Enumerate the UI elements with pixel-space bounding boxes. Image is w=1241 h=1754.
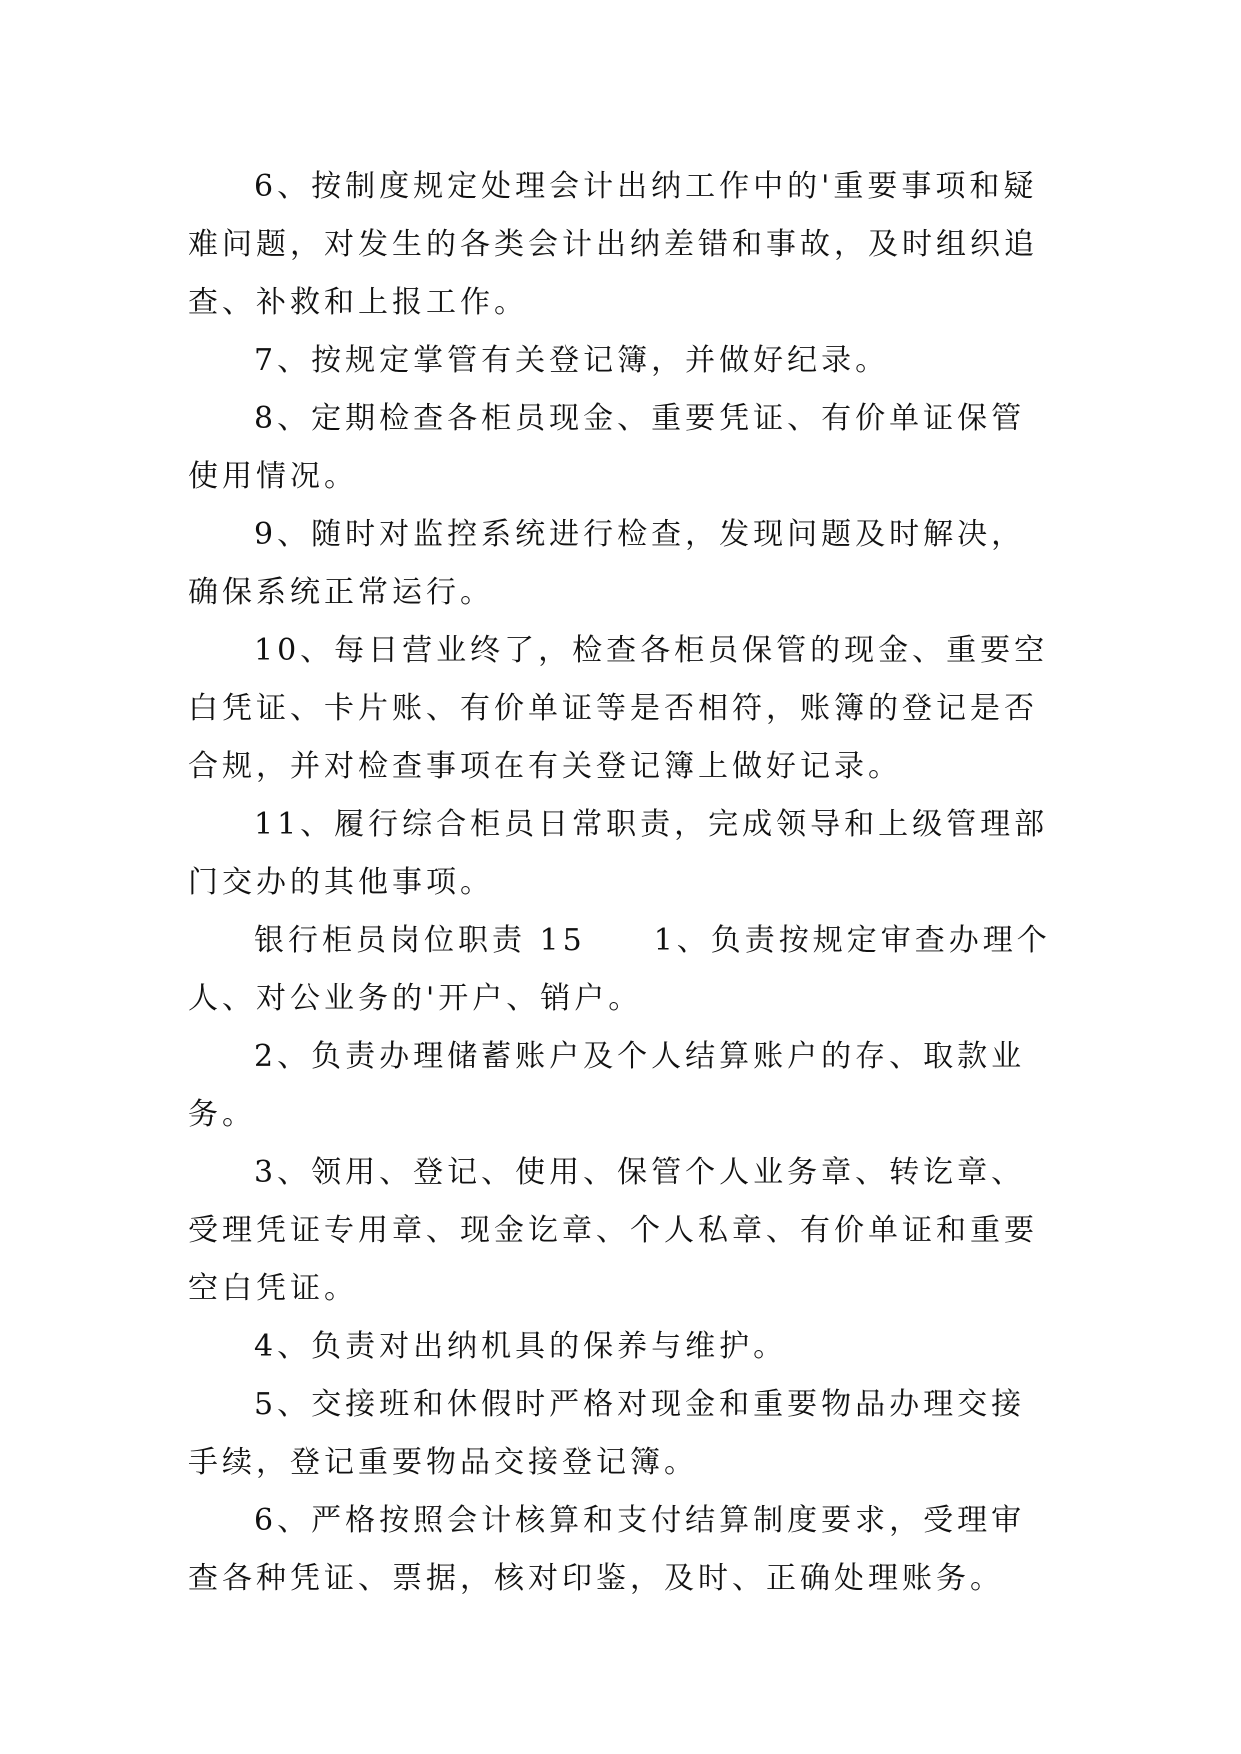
paragraph-item-4-equipment: 4、负责对出纳机具的保养与维护。 (254, 1329, 788, 1364)
paragraph-item-7-register: 7、按规定掌管有关登记簿，并做好纪录。 (254, 343, 890, 378)
paragraph-item-6-accounting: 6、严格按照会计核算和支付结算制度要求，受理审查各种凭证、票据，核对印鉴，及时、正确处理账务。 (188, 1503, 1026, 1596)
paragraph-item-9-monitoring: 9、随时对监控系统进行检查，发现问题及时解决，确保系统正常运行。 (188, 517, 1026, 610)
section-heading-with-item-1: 银行柜员岗位职责 15 1、负责按规定审查办理个人、对公业务的'开户、销户。 (188, 923, 1051, 1016)
paragraph-item-10-daily-check: 10、每日营业终了，检查各柜员保管的现金、重要空白凭证、卡片账、有价单证等是否相符，账簿的登记是否合规，并对检查事项在有关登记簿上做好记录。 (188, 633, 1049, 784)
paragraph-item-8-inspection: 8、定期检查各柜员现金、重要凭证、有价单证保管使用情况。 (188, 401, 1026, 494)
paragraph-item-11-other: 11、履行综合柜员日常职责，完成领导和上级管理部门交办的其他事项。 (188, 807, 1049, 900)
paragraph-item-5-handover: 5、交接班和休假时严格对现金和重要物品办理交接手续，登记重要物品交接登记簿。 (188, 1387, 1026, 1480)
paragraph-item-6-duties: 6、按制度规定处理会计出纳工作中的'重要事项和疑难问题，对发生的各类会计出纳差错和事故，及时组织追查、补救和上报工作。 (188, 169, 1038, 320)
paragraph-item-3-stamps: 3、领用、登记、使用、保管个人业务章、转讫章、受理凭证专用章、现金讫章、个人私章、有价单证和重要空白凭证。 (188, 1155, 1038, 1306)
document-body (188, 158, 1058, 1608)
paragraph-item-2-deposits: 2、负责办理储蓄账户及个人结算账户的存、取款业务。 (188, 1039, 1026, 1132)
